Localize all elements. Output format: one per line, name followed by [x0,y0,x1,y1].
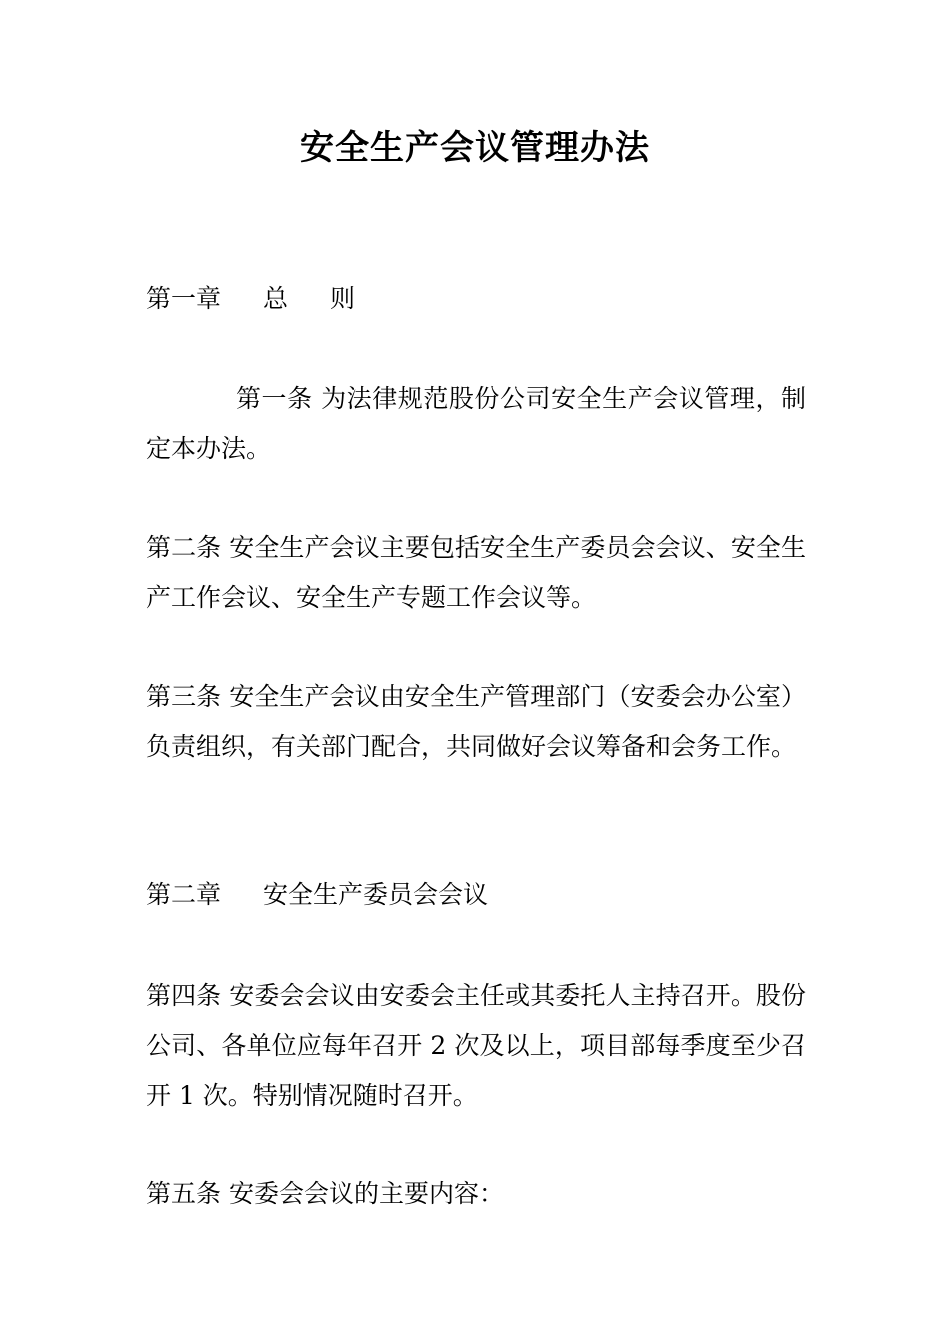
chapter-1-word-2: 则 [330,284,356,313]
chapter-2-label: 第二章 [146,880,222,909]
article-2: 第二条 安全生产会议主要包括安全生产委员会会议、安全生产工作会议、安全生产专题工作会议等。 [146,533,806,612]
chapter-2-heading [146,870,806,920]
chapter-1-word-1: 总 [263,284,289,313]
document-title: 安全生产会议管理办法 [300,128,650,168]
chapter-2-title: 安全生产委员会会议 [263,880,489,909]
article-3: 第三条 安全生产会议由安全生产管理部门（安委会办公室）负责组织，有关部门配合，共同做好会议筹备和会务工作。 [146,682,806,761]
chapter-1-heading [146,274,806,324]
chapter-1-label: 第一章 [146,284,222,313]
article-1: 第一条 为法律规范股份公司安全生产会议管理，制定本办法。 [146,384,806,463]
article-4: 第四条 安委会会议由安委会主任或其委托人主持召开。股份公司、各单位应每年召开 2 次及以上，项目部每季度至少召开 1 次。特别情况随时召开。 [146,981,806,1110]
article-5: 第五条 安委会会议的主要内容： [146,1179,504,1208]
